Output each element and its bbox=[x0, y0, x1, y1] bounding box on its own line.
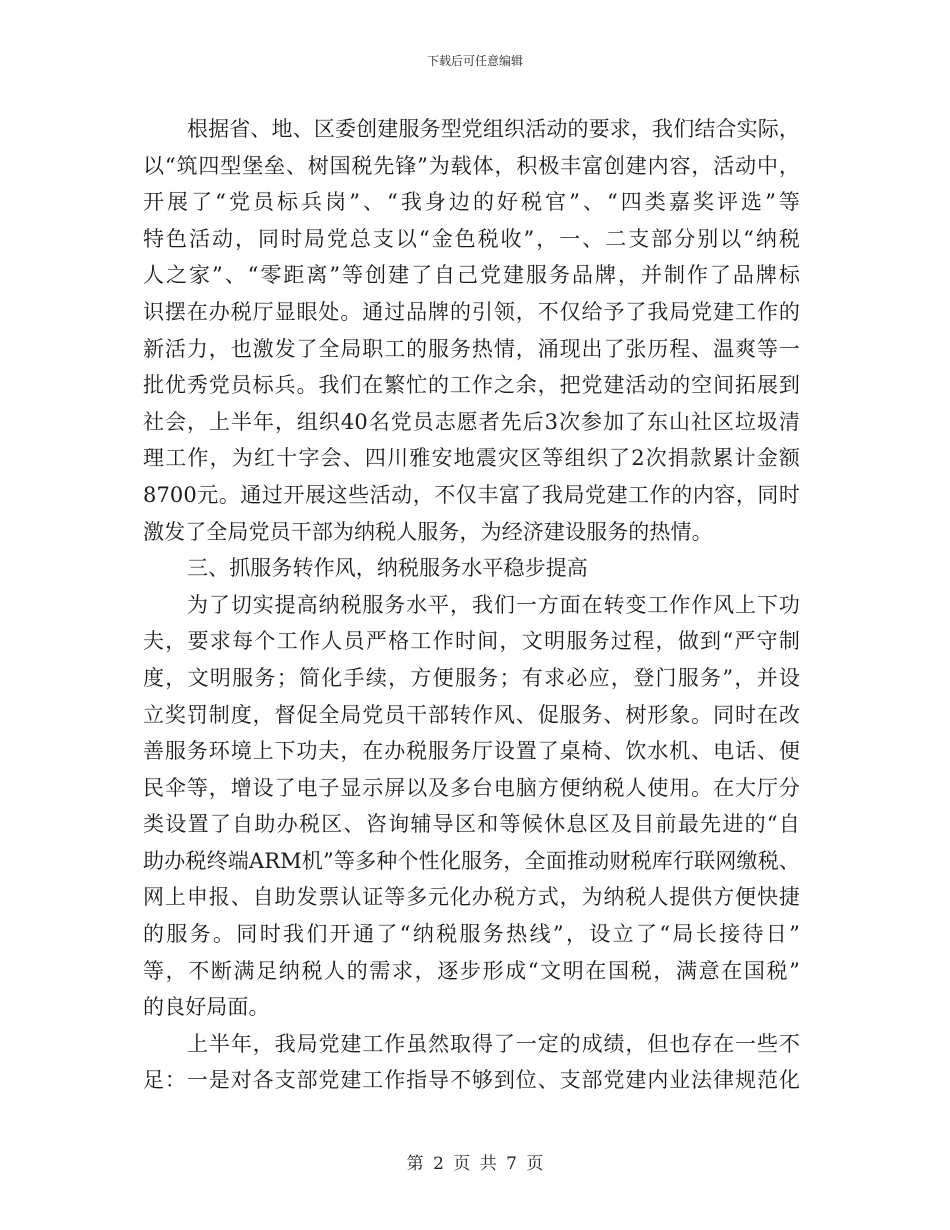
paragraph-line: 类设置了自助办税区、咨询辅导区和等候休息区及目前最先进的“自 bbox=[143, 812, 800, 837]
paragraph-line: 理工作，为红十字会、四川雅安地震灾区等组织了2次捐款累计金额 bbox=[143, 446, 800, 471]
page-footer: 第 2 页 共 7 页 bbox=[406, 1154, 544, 1174]
page-header: 下载后可任意编辑 bbox=[426, 54, 523, 68]
section-heading: 三、抓服务转作风，纳税服务水平稳步提高 bbox=[187, 556, 588, 581]
paragraph-line: 足：一是对各支部党建工作指导不够到位、支部党建内业法律规范化 bbox=[143, 1068, 800, 1093]
paragraph-line: 特色活动，同时局党总支以“金色税收”，一、二支部分别以“纳税 bbox=[143, 226, 800, 251]
paragraph-line: 网上申报、自助发票认证等多元化办税方式，为纳税人提供方便快捷 bbox=[143, 885, 800, 910]
paragraph-line: 8700元。通过开展这些活动，不仅丰富了我局党建工作的内容，同时 bbox=[143, 482, 800, 507]
paragraph-line: 助办税终端ARM机”等多种个性化服务，全面推动财税库行联网缴税、 bbox=[143, 848, 800, 873]
paragraph-line: 度，文明服务；简化手续，方便服务；有求必应，登门服务”，并设 bbox=[143, 665, 800, 690]
paragraph-line: 上半年，我局党建工作虽然取得了一定的成绩，但也存在一些不 bbox=[187, 1031, 800, 1056]
paragraph-line: 为了切实提高纳税服务水平，我们一方面在转变工作作风上下功 bbox=[187, 592, 800, 617]
paragraph-line: 批优秀党员标兵。我们在繁忙的工作之余，把党建活动的空间拓展到 bbox=[143, 373, 800, 398]
paragraph-line: 的良好局面。 bbox=[143, 995, 270, 1020]
document-body bbox=[143, 111, 800, 1099]
paragraph-line: 夫，要求每个工作人员严格工作时间，文明服务过程，做到“严守制 bbox=[143, 629, 800, 654]
paragraph-line: 民伞等，增设了电子显示屏以及多台电脑方便纳税人使用。在大厅分 bbox=[143, 775, 800, 800]
paragraph-line: 善服务环境上下功夫，在办税服务厅设置了桌椅、饮水机、电话、便 bbox=[143, 739, 800, 764]
paragraph-line: 激发了全局党员干部为纳税人服务，为经济建设服务的热情。 bbox=[143, 519, 713, 544]
paragraph-line: 开展了“党员标兵岗”、“我身边的好税官”、“四类嘉奖评选”等 bbox=[143, 190, 800, 215]
paragraph-line: 人之家”、“零距离”等创建了自己党建服务品牌，并制作了品牌标 bbox=[143, 263, 800, 288]
paragraph-line: 以“筑四型堡垒、树国税先锋”为载体，积极丰富创建内容，活动中， bbox=[143, 153, 800, 178]
paragraph-line: 的服务。同时我们开通了“纳税服务热线”，设立了“局长接待日” bbox=[143, 922, 800, 947]
paragraph-line: 等，不断满足纳税人的需求，逐步形成“文明在国税，满意在国税” bbox=[143, 958, 800, 983]
paragraph-line: 社会，上半年，组织40名党员志愿者先后3次参加了东山社区垃圾清 bbox=[143, 409, 800, 434]
paragraph-line: 新活力，也激发了全局职工的服务热情，涌现出了张历程、温爽等一 bbox=[143, 336, 800, 361]
paragraph-line: 识摆在办税厅显眼处。通过品牌的引领，不仅给予了我局党建工作的 bbox=[143, 299, 800, 324]
paragraph-line: 立奖罚制度，督促全局党员干部转作风、促服务、树形象。同时在改 bbox=[143, 702, 800, 727]
paragraph-line: 根据省、地、区委创建服务型党组织活动的要求，我们结合实际， bbox=[187, 117, 800, 141]
